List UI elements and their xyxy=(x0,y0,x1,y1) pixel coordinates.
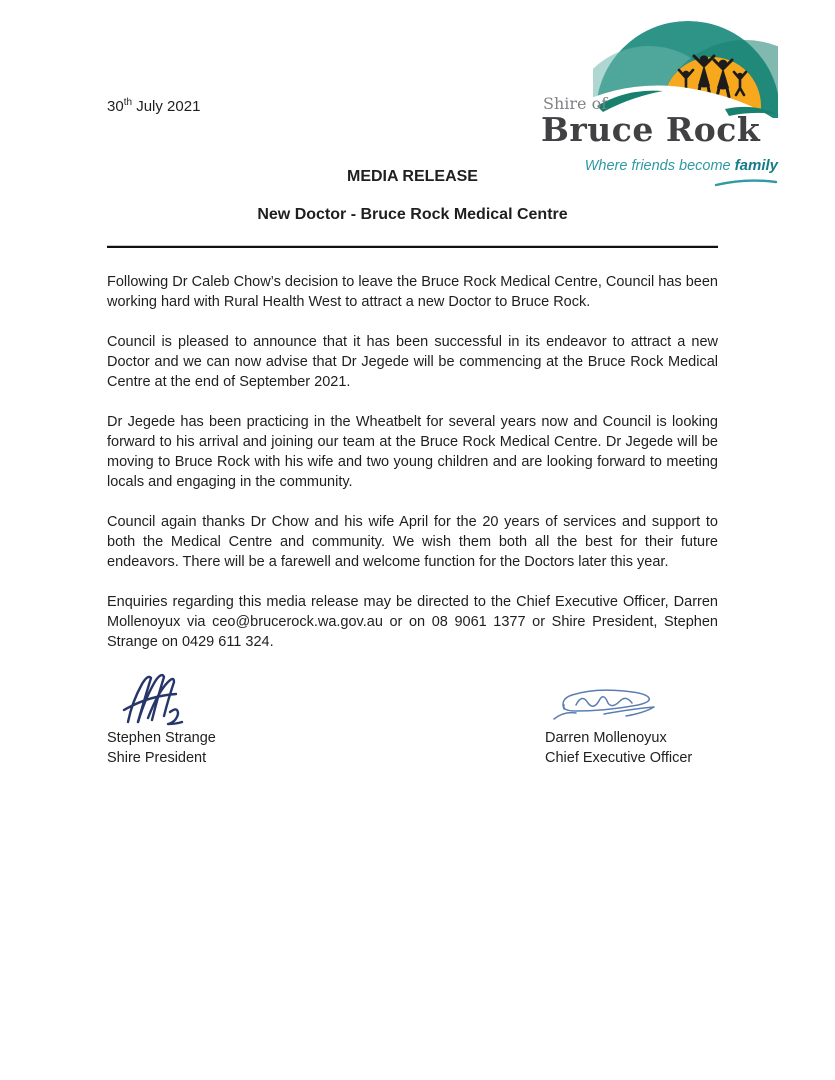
signature-left xyxy=(107,672,545,768)
paragraph-2: Council is pleased to announce that it has been successful in its endeavor to attract a new Doctor and we can now advise that Dr Jegede will be commencing at the Bruce Rock Medical Centre at the end of September 2021. xyxy=(107,334,718,390)
page-title: MEDIA RELEASE xyxy=(347,168,478,185)
signature-block xyxy=(107,672,718,768)
paragraph-1: Following Dr Caleb Chow’s decision to leave the Bruce Rock Medical Centre, Council has been working hard with Rural Health West to attract a new Doctor to Bruce Rock. xyxy=(107,274,718,310)
divider-line xyxy=(107,245,718,248)
signatory-title: Chief Executive Officer xyxy=(545,750,693,766)
signatory-name: Stephen Strange xyxy=(107,730,216,746)
page-subtitle: New Doctor - Bruce Rock Medical Centre xyxy=(257,206,568,223)
signatory-title: Shire President xyxy=(107,750,207,766)
signatory-name: Darren Mollenoyux xyxy=(545,730,667,746)
body-text xyxy=(107,272,718,652)
shire-of-label: Shire of xyxy=(543,94,608,113)
logo-name: Bruce Rock xyxy=(541,110,761,149)
date-rest: July 2021 xyxy=(132,98,201,115)
tagline-family-word: family xyxy=(734,157,778,174)
signature-darren-mollenoyux-icon xyxy=(546,683,660,728)
date-ordinal-suffix: th xyxy=(123,97,133,108)
paragraph-3: Dr Jegede has been practicing in the Wheatbelt for several years now and Council is looking forward to his arrival and joining our team at the Bruce Rock Medical Centre. Dr Jegede will be moving to Bruce Rock with his wife and two young children and are looking forward to meeting locals and engaging in the community. xyxy=(107,414,718,490)
signature-stephen-strange-icon xyxy=(118,672,208,728)
signature-right xyxy=(545,672,692,768)
paragraph-5: Enquiries regarding this media release may be directed to the Chief Executive Officer, Darren Mollenoyux via ceo@brucerock.wa.gov.au or on 08 9061 1377 or Shire President, Stephen Strange on 0429 611 324. xyxy=(107,594,718,650)
date-day: 30 xyxy=(107,98,124,115)
tagline-prefix: Where friends become xyxy=(584,158,735,174)
tagline-underline-swoosh-icon xyxy=(714,177,778,187)
logo-tagline xyxy=(585,157,778,175)
shire-logo xyxy=(538,10,778,192)
paragraph-4: Council again thanks Dr Chow and his wife April for the 20 years of services and support to both the Medical Centre and community. We wish them both all the best for their future endeavors. There will be a farewell and welcome function for the Doctors later this year. xyxy=(107,514,718,570)
bruce-rock-logo-artwork-icon xyxy=(593,18,778,118)
